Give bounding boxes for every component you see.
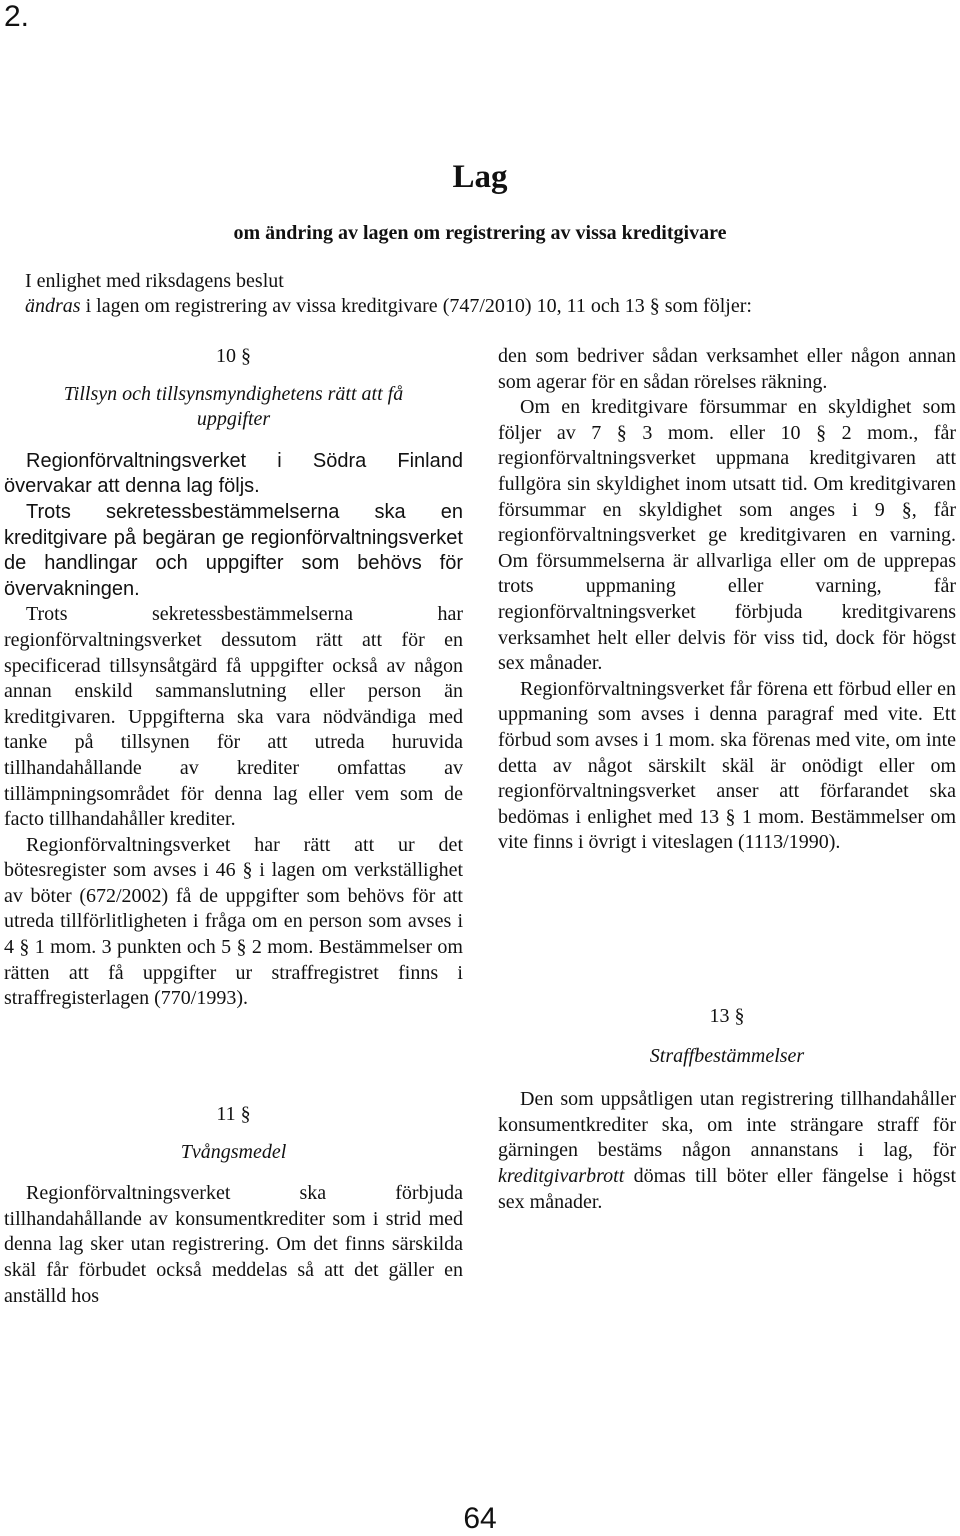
section-11-paragraph-1-continued: den som bedriver sådan verksamhet eller någon annan som agerar för en sådan rörelses räkning. [498, 345, 956, 393]
right-column-section-13 [498, 1004, 956, 1215]
section-10-paragraph-2: Trots sekretessbestämmelserna ska en kreditgivare på begäran ge regionförvaltningsverket de handlingar och uppgifter som behövs för övervakningen. [4, 500, 463, 600]
intro-amend-word: ändras [25, 295, 81, 317]
section-13-text-before: Den som uppsåtligen utan registrering tillhandahåller konsumentkrediter ska, om inte strängare straff för gärningen bestäms någon annanstans i lag, för [498, 1088, 956, 1162]
section-13-paragraph-1 [498, 1087, 956, 1215]
section-13-heading: Straffbestämmelser [649, 1044, 805, 1067]
intro-line-2-rest: i lagen om registrering av vissa kreditgivare (747/2010) 10, 11 och 13 § som följer: [80, 295, 752, 317]
section-10-paragraph-1: Regionförvaltningsverket i Södra Finland övervakar att denna lag följs. [4, 449, 463, 498]
left-column-section-11 [4, 1102, 463, 1309]
section-13-text-after: dömas till böter eller fängelse i högst sex månader. [498, 1164, 956, 1213]
page-label-top: 2. [4, 0, 30, 33]
section-10-heading: Tillsyn och tillsynsmyndighetens rätt att få uppgifter [63, 382, 404, 431]
document-title: Lag [452, 159, 508, 195]
section-13-offence-term: kreditgivarbrott [498, 1164, 625, 1187]
section-11-paragraph-1-start: Regionförvaltningsverket ska förbjuda tillhandahållande av konsumentkrediter som i strid med denna lag sker utan registrering. Om det finns särskilda skäl får förbudet också meddelas så att det gäller en anställd hos [4, 1182, 463, 1307]
section-10-paragraph-3: Trots sekretessbestämmelserna har regionförvaltningsverket dessutom rätt att för en specificerad tillsynsåtgärd få uppgifter också av någon annan enskild sammanslutning eller person än kreditgivaren. Uppgifterna ska vara nödvändiga med tanke på tillsynen för att utreda huruvida tillhandahållande av krediter omfattas av tillämpningsområdet för denna lag eller vem som de facto tillhandahåller krediter. [4, 603, 463, 831]
intro-line-2 [25, 293, 752, 319]
section-11-number: 11 § [216, 1103, 251, 1125]
intro-line-1: I enlighet med riksdagens beslut [25, 270, 284, 292]
section-11-heading: Tvångsmedel [180, 1140, 287, 1163]
right-column-section-11-continued [498, 344, 956, 856]
page-number: 64 [463, 1502, 497, 1535]
section-10-paragraph-4: Regionförvaltningsverket har rätt att ur det bötesregister som avses i 46 § i lagen om verkställighet av böter (672/2002) få de uppgifter som behövs för att utreda tillförlitligheten i fråga om en person som avses i 4 § 1 mom. 3 punkten och 5 § 2 mom. Bestämmelser om rätten att få uppgifter ur straffregistret finns i straffregisterlagen (770/1993). [4, 833, 463, 1010]
section-13-number: 13 § [709, 1005, 745, 1027]
section-11-paragraph-2: Om en kreditgivare försummar en skyldighet som följer av 7 § 3 mom. eller 10 § 2 mom., får regionförvaltningsverket uppmana kreditgivaren att fullgöra sin skyldighet inom utsatt tid. Om kreditgivaren försummar en skyldighet som anges i 9 §, får regionförvaltningsverket ge kreditgivaren en varning. Om försummelserna är allvarliga eller om de upprepas trots uppmaning eller varning, får regionförvaltningsverket förbjuda kreditgivarens verksamhet helt eller delvis för viss tid, dock för högst sex månader. [498, 396, 956, 675]
document-subtitle: om ändring av lagen om registrering av vissa kreditgivare [233, 222, 727, 244]
section-10-number: 10 § [216, 345, 251, 367]
left-column-section-10 [4, 344, 463, 1012]
section-11-paragraph-3: Regionförvaltningsverket får förena ett förbud eller en uppmaning som avses i denna paragraf med vite. Ett förbud som avses i 1 mom. ska förenas med vite, om inte detta av något särskilt skäl är onödigt eller om regionförvaltningsverket anser att förfarandet ska bedömas i enlighet med 13 § 1 mom. Bestämmelser om vite finns i övrigt i viteslagen (1113/1990). [498, 677, 956, 854]
